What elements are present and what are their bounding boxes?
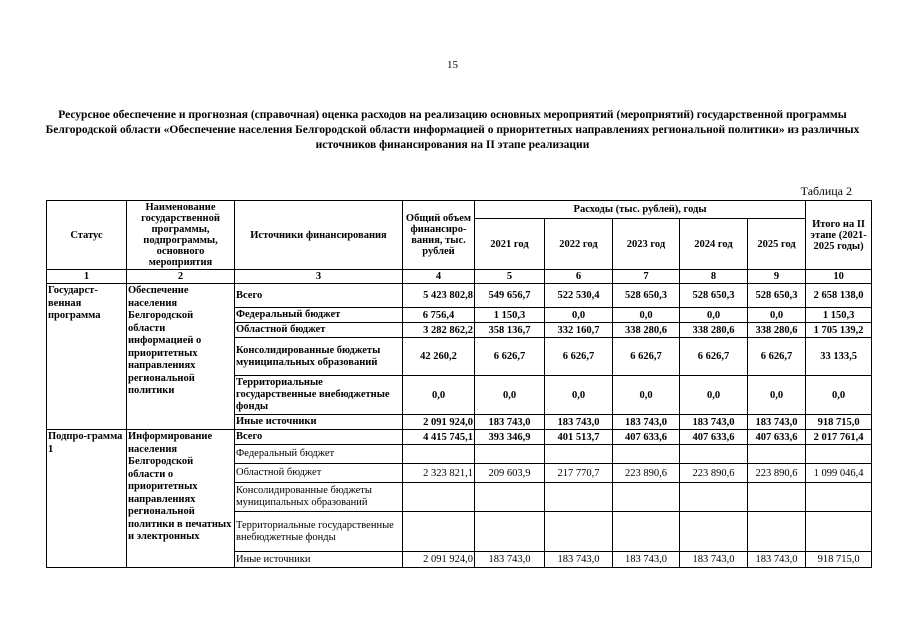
value-cell: 2 658 138,0 [806, 284, 872, 308]
value-cell: 0,0 [613, 308, 680, 323]
value-cell: 0,0 [748, 308, 806, 323]
value-cell: 528 650,3 [613, 284, 680, 308]
source-label: Консолидированные бюджеты муниципальных образований [235, 483, 403, 512]
value-cell [680, 512, 748, 552]
group-status: Подпро-грамма 1 [47, 430, 127, 568]
value-cell [403, 512, 475, 552]
source-label: Всего [235, 430, 403, 445]
value-cell: 1 150,3 [806, 308, 872, 323]
header-year: 2022 год [545, 219, 613, 270]
source-label: Областной бюджет [235, 323, 403, 338]
value-cell: 6 626,7 [613, 338, 680, 376]
value-cell: 522 530,4 [545, 284, 613, 308]
source-label: Федеральный бюджет [235, 445, 403, 464]
page-number: 15 [447, 59, 458, 71]
value-cell: 918 715,0 [806, 415, 872, 430]
column-number: 10 [806, 270, 872, 284]
value-cell [475, 483, 545, 512]
value-cell: 528 650,3 [748, 284, 806, 308]
value-cell: 401 513,7 [545, 430, 613, 445]
value-cell [545, 445, 613, 464]
source-label: Территориальные государственные внебюджетные фонды [235, 512, 403, 552]
column-number: 3 [235, 270, 403, 284]
column-number: 4 [403, 270, 475, 284]
value-cell: 6 626,7 [545, 338, 613, 376]
value-cell [613, 483, 680, 512]
header-year: 2024 год [680, 219, 748, 270]
value-cell: 358 136,7 [475, 323, 545, 338]
value-cell: 33 133,5 [806, 338, 872, 376]
value-cell: 3 282 862,2 [403, 323, 475, 338]
header-year: 2025 год [748, 219, 806, 270]
group-name: Информирование населения Белгородской области о приоритетных направлениях региональной политики в печатных и электронных [127, 430, 235, 568]
value-cell [806, 445, 872, 464]
header-total: Общий объем финансиро-вания, тыс. рублей [403, 201, 475, 270]
value-cell: 223 890,6 [680, 464, 748, 483]
value-cell [613, 445, 680, 464]
value-cell: 332 160,7 [545, 323, 613, 338]
value-cell [748, 512, 806, 552]
value-cell [545, 512, 613, 552]
value-cell: 0,0 [806, 376, 872, 415]
value-cell [613, 512, 680, 552]
value-cell: 183 743,0 [475, 552, 545, 568]
value-cell: 0,0 [748, 376, 806, 415]
source-label: Иные источники [235, 415, 403, 430]
value-cell: 2 323 821,1 [403, 464, 475, 483]
value-cell [475, 445, 545, 464]
value-cell: 183 743,0 [680, 415, 748, 430]
table-row [47, 430, 872, 445]
header-expenses: Расходы (тыс. рублей), годы [475, 201, 806, 219]
value-cell: 217 770,7 [545, 464, 613, 483]
value-cell: 4 415 745,1 [403, 430, 475, 445]
value-cell: 6 626,7 [680, 338, 748, 376]
value-cell: 0,0 [475, 376, 545, 415]
table-label: Таблица 2 [800, 184, 852, 198]
value-cell: 209 603,9 [475, 464, 545, 483]
column-number: 6 [545, 270, 613, 284]
value-cell: 183 743,0 [748, 415, 806, 430]
value-cell [806, 483, 872, 512]
value-cell: 407 633,6 [680, 430, 748, 445]
value-cell: 1 099 046,4 [806, 464, 872, 483]
value-cell [806, 512, 872, 552]
value-cell: 1 150,3 [475, 308, 545, 323]
source-label: Областной бюджет [235, 464, 403, 483]
value-cell [748, 483, 806, 512]
value-cell: 0,0 [680, 376, 748, 415]
value-cell: 183 743,0 [613, 415, 680, 430]
value-cell: 393 346,9 [475, 430, 545, 445]
header-year: 2023 год [613, 219, 680, 270]
value-cell [680, 483, 748, 512]
value-cell [680, 445, 748, 464]
header-sources: Источники финансирования [235, 201, 403, 270]
document-title: Ресурсное обеспечение и прогнозная (справочная) оценка расходов на реализацию основных мероприятий (мероприятий) государственной программы Белгородской области «Обеспечение населения Белгородской области информацией о приоритетных направлениях региональной политики» из различных источников финансирования на II этапе реализации [45, 109, 860, 151]
value-cell: 0,0 [680, 308, 748, 323]
value-cell: 2 091 924,0 [403, 552, 475, 568]
column-number: 1 [47, 270, 127, 284]
source-label: Консолидированные бюджеты муниципальных образований [235, 338, 403, 376]
value-cell: 223 890,6 [748, 464, 806, 483]
value-cell: 2 017 761,4 [806, 430, 872, 445]
value-cell: 223 890,6 [613, 464, 680, 483]
value-cell: 5 423 802,8 [403, 284, 475, 308]
value-cell: 183 743,0 [545, 415, 613, 430]
source-label: Федеральный бюджет [235, 308, 403, 323]
value-cell: 183 743,0 [613, 552, 680, 568]
value-cell: 1 705 139,2 [806, 323, 872, 338]
column-number: 5 [475, 270, 545, 284]
value-cell: 338 280,6 [680, 323, 748, 338]
value-cell: 407 633,6 [613, 430, 680, 445]
value-cell: 183 743,0 [680, 552, 748, 568]
value-cell: 549 656,7 [475, 284, 545, 308]
value-cell: 183 743,0 [748, 552, 806, 568]
source-label: Всего [235, 284, 403, 308]
column-number: 8 [680, 270, 748, 284]
group-status: Государст-венная программа [47, 284, 127, 430]
value-cell: 6 756,4 [403, 308, 475, 323]
source-label: Иные источники [235, 552, 403, 568]
value-cell [403, 445, 475, 464]
source-label: Территориальные государственные внебюджетные фонды [235, 376, 403, 415]
value-cell: 528 650,3 [680, 284, 748, 308]
value-cell: 183 743,0 [545, 552, 613, 568]
value-cell: 407 633,6 [748, 430, 806, 445]
value-cell: 42 260,2 [403, 338, 475, 376]
value-cell: 918 715,0 [806, 552, 872, 568]
value-cell [475, 512, 545, 552]
value-cell: 0,0 [403, 376, 475, 415]
financing-table [46, 200, 872, 568]
column-number: 2 [127, 270, 235, 284]
value-cell: 6 626,7 [748, 338, 806, 376]
header-itogo: Итого на II этапе (2021-2025 годы) [806, 201, 872, 270]
header-status: Статус [47, 201, 127, 270]
value-cell: 2 091 924,0 [403, 415, 475, 430]
value-cell: 338 280,6 [613, 323, 680, 338]
table-row [47, 284, 872, 308]
column-number: 7 [613, 270, 680, 284]
value-cell [748, 445, 806, 464]
value-cell: 0,0 [545, 376, 613, 415]
group-name: Обеспечение населения Белгородской области информацией о приоритетных направлениях региональной политики [127, 284, 235, 430]
value-cell: 183 743,0 [475, 415, 545, 430]
value-cell [545, 483, 613, 512]
value-cell: 6 626,7 [475, 338, 545, 376]
value-cell: 0,0 [545, 308, 613, 323]
column-number-row [47, 270, 872, 284]
value-cell [403, 483, 475, 512]
column-number: 9 [748, 270, 806, 284]
value-cell: 0,0 [613, 376, 680, 415]
value-cell: 338 280,6 [748, 323, 806, 338]
header-year: 2021 год [475, 219, 545, 270]
header-name: Наименование государственной программы, подпрограммы, основного мероприятия [127, 201, 235, 270]
